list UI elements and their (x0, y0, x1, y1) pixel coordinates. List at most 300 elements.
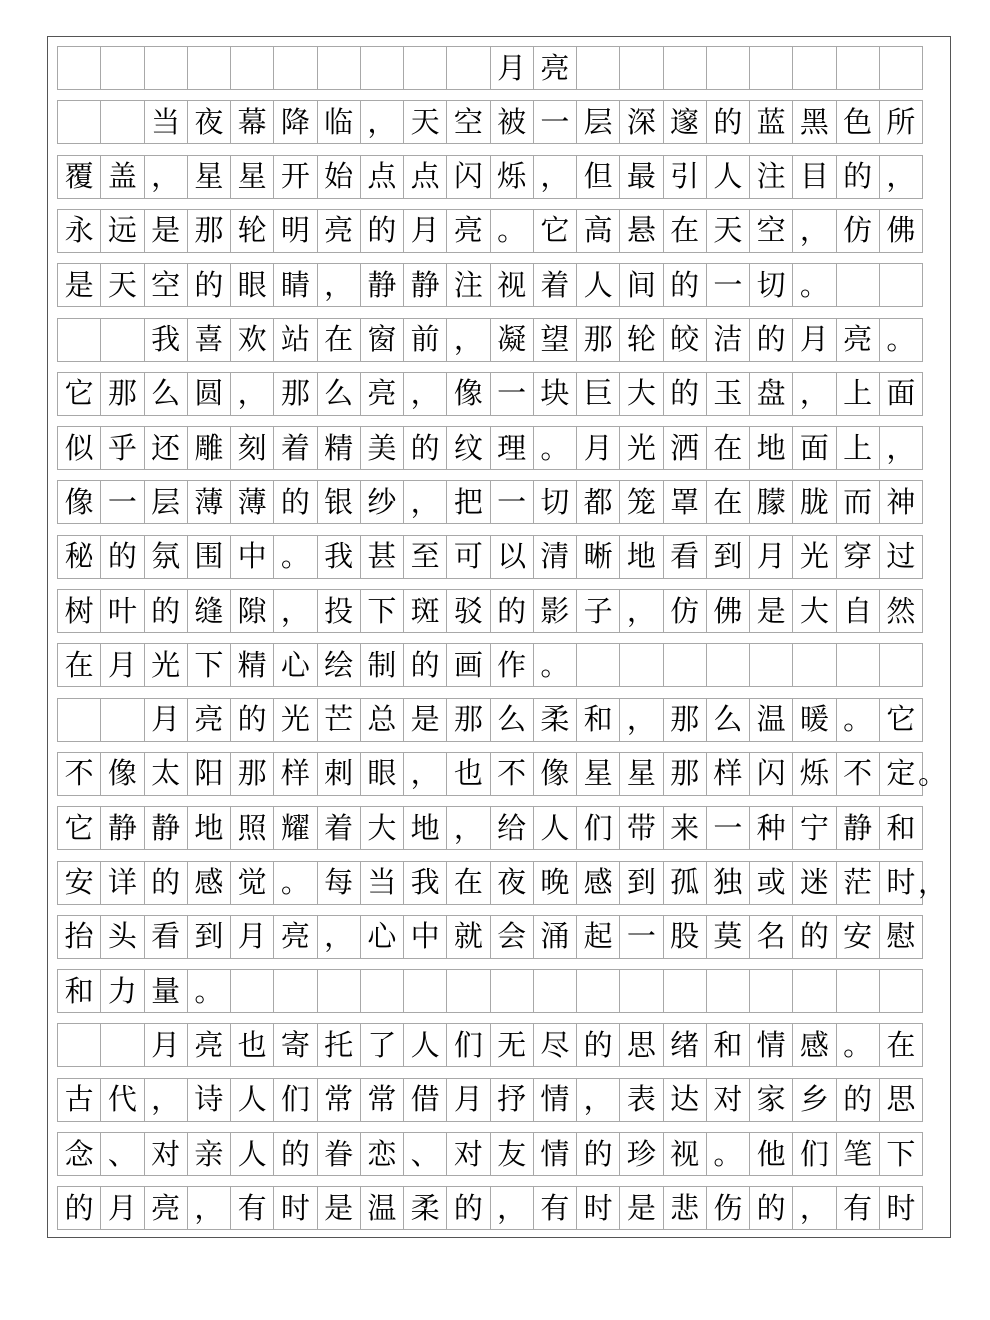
grid-cell: 看 (144, 915, 188, 959)
grid-cell: 站 (273, 318, 317, 362)
grid-cell: 色 (836, 100, 880, 144)
grid-cell: 在 (317, 318, 361, 362)
grid-cell: 星 (619, 752, 663, 796)
grid-cell: 。 (836, 1023, 880, 1067)
grid-cell: 样 (273, 752, 317, 796)
grid-cell: ， (792, 372, 836, 416)
grid-cell: 对 (446, 1132, 490, 1176)
grid-cell: 欢 (230, 318, 274, 362)
grid-cell: 黑 (792, 100, 836, 144)
grid-cell: 心 (273, 643, 317, 687)
grid-cell: 耀 (273, 806, 317, 850)
grid-cell (663, 643, 707, 687)
grid-cell: 迷 (792, 861, 836, 905)
grid-cell: 地 (187, 806, 231, 850)
grid-cell: 制 (360, 643, 404, 687)
grid-cell: 么 (144, 372, 188, 416)
grid-cell: 画 (446, 643, 490, 687)
grid-cell: 是 (144, 209, 188, 253)
grid-cell: 朦 (749, 480, 793, 524)
grid-cell: 巨 (576, 372, 620, 416)
grid-cell (490, 969, 534, 1013)
grid-cell: 影 (533, 589, 577, 633)
grid-cell: 亮 (533, 46, 577, 90)
grid-cell: 深 (619, 100, 663, 144)
grid-cell: 安 (57, 861, 101, 905)
grid-cell: 的 (100, 535, 144, 579)
grid-cell: 像 (446, 372, 490, 416)
grid-cell (749, 969, 793, 1013)
grid-cell: ， (879, 155, 923, 199)
grid-cell: 那 (230, 752, 274, 796)
grid-cell: 那 (663, 698, 707, 742)
grid-cell: 烁 (792, 752, 836, 796)
grid-cell: 上 (836, 426, 880, 470)
grid-cell: 空 (446, 100, 490, 144)
grid-cell: 慰 (879, 915, 923, 959)
grid-cell: 至 (403, 535, 447, 579)
grid-cell: 它 (533, 209, 577, 253)
grid-cell: 甚 (360, 535, 404, 579)
grid-cell: 乎 (100, 426, 144, 470)
text-row (57, 100, 942, 144)
grid-cell (403, 46, 447, 90)
grid-cell: 那 (446, 698, 490, 742)
grid-cell: 的 (403, 643, 447, 687)
grid-cell: 恋 (360, 1132, 404, 1176)
grid-cell: 月 (446, 1078, 490, 1122)
grid-cell: 悲 (663, 1186, 707, 1230)
grid-cell: 尽 (533, 1023, 577, 1067)
grid-cell: 人 (230, 1078, 274, 1122)
grid-cell: 绘 (317, 643, 361, 687)
grid-cell: 盘 (749, 372, 793, 416)
grid-cell: 笼 (619, 480, 663, 524)
overflow-punctuation: 。 (918, 756, 948, 791)
grid-cell: 也 (230, 1023, 274, 1067)
grid-cell: 穿 (836, 535, 880, 579)
grid-cell (533, 969, 577, 1013)
grid-cell: 秘 (57, 535, 101, 579)
grid-cell: 晰 (576, 535, 620, 579)
grid-cell (879, 969, 923, 1013)
grid-cell (619, 46, 663, 90)
grid-cell: 银 (317, 480, 361, 524)
grid-cell (663, 46, 707, 90)
grid-cell: 而 (836, 480, 880, 524)
grid-cell: 皎 (663, 318, 707, 362)
grid-cell: 的 (663, 372, 707, 416)
grid-cell: 的 (230, 698, 274, 742)
grid-cell (57, 318, 101, 362)
grid-cell: 纱 (360, 480, 404, 524)
grid-cell (836, 46, 880, 90)
grid-cell: 的 (836, 1078, 880, 1122)
grid-cell (317, 969, 361, 1013)
grid-cell: 来 (663, 806, 707, 850)
grid-cell: 月 (230, 915, 274, 959)
grid-cell: 星 (187, 155, 231, 199)
grid-cell: 闪 (446, 155, 490, 199)
grid-cell: 。 (533, 643, 577, 687)
grid-cell: 给 (490, 806, 534, 850)
text-row (57, 806, 942, 850)
grid-cell: 一 (706, 263, 750, 307)
grid-cell: 定 。 (879, 752, 923, 796)
grid-cell: 的 (57, 1186, 101, 1230)
grid-cell: 天 (706, 209, 750, 253)
grid-cell: 眼 (230, 263, 274, 307)
grid-cell: 薄 (230, 480, 274, 524)
grid-cell: 亮 (187, 1023, 231, 1067)
grid-cell: 时 (576, 1186, 620, 1230)
grid-cell: 一 (533, 100, 577, 144)
grid-cell: 。 (879, 318, 923, 362)
grid-cell: 们 (792, 1132, 836, 1176)
grid-cell: ， (533, 155, 577, 199)
grid-cell: 的 (144, 861, 188, 905)
grid-cell: 的 (836, 155, 880, 199)
grid-cell: 或 (749, 861, 793, 905)
grid-cell: 眷 (317, 1132, 361, 1176)
grid-cell: 凝 (490, 318, 534, 362)
grid-cell (792, 46, 836, 90)
grid-cell: 作 (490, 643, 534, 687)
grid-cell: 有 (230, 1186, 274, 1230)
grid-cell: 星 (230, 155, 274, 199)
grid-cell: 一 (100, 480, 144, 524)
grid-cell: 轮 (230, 209, 274, 253)
grid-cell: 思 (619, 1023, 663, 1067)
grid-cell: 独 (706, 861, 750, 905)
grid-cell (446, 969, 490, 1013)
grid-cell: 阳 (187, 752, 231, 796)
grid-cell (403, 969, 447, 1013)
grid-cell: 看 (663, 535, 707, 579)
grid-cell: 子 (576, 589, 620, 633)
grid-cell: 起 (576, 915, 620, 959)
grid-cell: 层 (576, 100, 620, 144)
text-row (57, 752, 948, 796)
grid-cell: 睛 (273, 263, 317, 307)
grid-cell: 也 (446, 752, 490, 796)
grid-cell: 。 (533, 426, 577, 470)
grid-cell (619, 969, 663, 1013)
grid-cell: ， (792, 1186, 836, 1230)
grid-cell: ， (144, 155, 188, 199)
grid-cell: 投 (317, 589, 361, 633)
grid-cell: 罩 (663, 480, 707, 524)
grid-cell (187, 46, 231, 90)
grid-cell: 抒 (490, 1078, 534, 1122)
grid-cell: 那 (663, 752, 707, 796)
grid-cell: 觉 (230, 861, 274, 905)
grid-cell: 亮 (317, 209, 361, 253)
grid-cell (879, 263, 923, 307)
grid-cell: 友 (490, 1132, 534, 1176)
grid-cell: 是 (403, 698, 447, 742)
grid-cell (706, 969, 750, 1013)
grid-cell: 天 (100, 263, 144, 307)
grid-cell: ， (317, 915, 361, 959)
grid-cell: 下 (879, 1132, 923, 1176)
grid-cell (836, 969, 880, 1013)
grid-cell: 空 (144, 263, 188, 307)
grid-cell: ， (403, 752, 447, 796)
grid-cell: 念 (57, 1132, 101, 1176)
grid-cell: 理 (490, 426, 534, 470)
grid-cell: 感 (792, 1023, 836, 1067)
grid-cell (144, 46, 188, 90)
grid-cell: 诗 (187, 1078, 231, 1122)
text-row (57, 318, 942, 362)
grid-cell: ， (490, 1186, 534, 1230)
grid-cell: 的 (360, 209, 404, 253)
grid-cell (749, 46, 793, 90)
grid-cell: 感 (576, 861, 620, 905)
grid-cell: 夜 (490, 861, 534, 905)
grid-cell: 氛 (144, 535, 188, 579)
grid-cell: 闪 (749, 752, 793, 796)
grid-cell (836, 263, 880, 307)
grid-cell: 温 (749, 698, 793, 742)
grid-cell (100, 1023, 144, 1067)
grid-cell: 就 (446, 915, 490, 959)
grid-cell: 一 (706, 806, 750, 850)
grid-cell: 仿 (663, 589, 707, 633)
grid-cell: 思 (879, 1078, 923, 1122)
grid-cell: 名 (749, 915, 793, 959)
grid-cell: 孤 (663, 861, 707, 905)
grid-cell: 在 (663, 209, 707, 253)
grid-cell: 亮 (144, 1186, 188, 1230)
grid-cell: 他 (749, 1132, 793, 1176)
grid-cell: 照 (230, 806, 274, 850)
grid-cell: 它 (57, 372, 101, 416)
grid-cell: 芒 (317, 698, 361, 742)
grid-cell (706, 46, 750, 90)
grid-cell: 精 (230, 643, 274, 687)
grid-cell: 星 (576, 752, 620, 796)
grid-cell: 那 (273, 372, 317, 416)
grid-cell: 静 (360, 263, 404, 307)
grid-cell: 人 (706, 155, 750, 199)
grid-cell: 但 (576, 155, 620, 199)
grid-cell: 间 (619, 263, 663, 307)
grid-cell: 。 (490, 209, 534, 253)
grid-cell: 清 (533, 535, 577, 579)
grid-cell: 的 (144, 589, 188, 633)
grid-cell (360, 46, 404, 90)
grid-cell: 情 (533, 1132, 577, 1176)
grid-cell: 常 (317, 1078, 361, 1122)
grid-cell: 一 (490, 372, 534, 416)
grid-cell: ， (403, 372, 447, 416)
grid-cell: 都 (576, 480, 620, 524)
grid-cell: 高 (576, 209, 620, 253)
grid-cell: 切 (749, 263, 793, 307)
grid-cell: 在 (706, 480, 750, 524)
grid-cell: ， (446, 318, 490, 362)
grid-cell (576, 46, 620, 90)
manuscript-sheet (47, 36, 951, 1238)
grid-cell: 前 (403, 318, 447, 362)
grid-cell: 地 (749, 426, 793, 470)
grid-cell: 围 (187, 535, 231, 579)
text-row (57, 426, 942, 470)
grid-cell: 视 (663, 1132, 707, 1176)
grid-cell: 纹 (446, 426, 490, 470)
grid-cell: 绪 (663, 1023, 707, 1067)
grid-cell: 夜 (187, 100, 231, 144)
text-row (57, 535, 942, 579)
grid-cell: 驳 (446, 589, 490, 633)
text-row (57, 1078, 942, 1122)
grid-cell: 下 (187, 643, 231, 687)
grid-cell: 详 (100, 861, 144, 905)
grid-cell: 。 (187, 969, 231, 1013)
text-row (57, 155, 942, 199)
grid-cell: 太 (144, 752, 188, 796)
grid-cell: 们 (273, 1078, 317, 1122)
grid-cell: 佛 (879, 209, 923, 253)
text-row (57, 969, 942, 1013)
grid-cell: 在 (57, 643, 101, 687)
grid-cell: 当 (144, 100, 188, 144)
grid-cell: 幕 (230, 100, 274, 144)
grid-cell: 过 (879, 535, 923, 579)
grid-cell: 目 (792, 155, 836, 199)
grid-cell (100, 100, 144, 144)
grid-cell (446, 46, 490, 90)
grid-cell: 晚 (533, 861, 577, 905)
grid-cell (706, 643, 750, 687)
grid-cell (57, 1023, 101, 1067)
grid-cell: 达 (663, 1078, 707, 1122)
grid-cell: 邃 (663, 100, 707, 144)
grid-cell: 覆 (57, 155, 101, 199)
grid-cell: ， (403, 480, 447, 524)
grid-cell: 切 (533, 480, 577, 524)
grid-cell: 叶 (100, 589, 144, 633)
grid-cell (57, 100, 101, 144)
grid-cell: 雕 (187, 426, 231, 470)
grid-cell (576, 643, 620, 687)
grid-cell: 在 (446, 861, 490, 905)
grid-cell: 表 (619, 1078, 663, 1122)
grid-cell: 精 (317, 426, 361, 470)
grid-cell: 视 (490, 263, 534, 307)
grid-cell: 。 (836, 698, 880, 742)
grid-cell: 窗 (360, 318, 404, 362)
grid-cell: 临 (317, 100, 361, 144)
grid-cell: 的 (706, 100, 750, 144)
grid-cell: 望 (533, 318, 577, 362)
grid-cell: 静 (100, 806, 144, 850)
grid-cell: 的 (792, 915, 836, 959)
grid-cell: 那 (576, 318, 620, 362)
grid-cell: 静 (144, 806, 188, 850)
grid-cell: 家 (749, 1078, 793, 1122)
title-row (57, 46, 942, 90)
grid-cell (57, 698, 101, 742)
grid-cell: 是 (619, 1186, 663, 1230)
grid-cell: 还 (144, 426, 188, 470)
grid-cell: 无 (490, 1023, 534, 1067)
grid-cell: 斑 (403, 589, 447, 633)
grid-cell: 情 (533, 1078, 577, 1122)
grid-cell: 光 (273, 698, 317, 742)
text-row (57, 861, 948, 905)
grid-cell: 人 (230, 1132, 274, 1176)
grid-cell: 美 (360, 426, 404, 470)
grid-cell: 的 (576, 1132, 620, 1176)
grid-cell: 那 (100, 372, 144, 416)
grid-cell: 么 (490, 698, 534, 742)
grid-cell: 伤 (706, 1186, 750, 1230)
grid-cell: 亮 (360, 372, 404, 416)
grid-cell: 托 (317, 1023, 361, 1067)
grid-cell (57, 46, 101, 90)
grid-cell: 以 (490, 535, 534, 579)
grid-cell: 亲 (187, 1132, 231, 1176)
grid-cell: 大 (360, 806, 404, 850)
grid-cell: 时 (879, 1186, 923, 1230)
grid-cell: 是 (317, 1186, 361, 1230)
grid-cell: 像 (100, 752, 144, 796)
grid-cell: 烁 (490, 155, 534, 199)
grid-cell: 树 (57, 589, 101, 633)
grid-cell: 对 (144, 1132, 188, 1176)
grid-cell: ， (144, 1078, 188, 1122)
grid-cell: 大 (792, 589, 836, 633)
grid-cell: 轮 (619, 318, 663, 362)
grid-cell: 点 (403, 155, 447, 199)
grid-cell: 远 (100, 209, 144, 253)
grid-cell: 对 (706, 1078, 750, 1122)
text-row (57, 1132, 942, 1176)
grid-cell: 光 (144, 643, 188, 687)
text-row (57, 589, 942, 633)
grid-cell: 点 (360, 155, 404, 199)
grid-cell: 和 (576, 698, 620, 742)
grid-cell: 它 (57, 806, 101, 850)
grid-cell: 月 (792, 318, 836, 362)
grid-cell: 月 (403, 209, 447, 253)
grid-cell: 的 (187, 263, 231, 307)
grid-cell: 乡 (792, 1078, 836, 1122)
grid-cell: 永 (57, 209, 101, 253)
grid-cell: 股 (663, 915, 707, 959)
grid-cell (360, 969, 404, 1013)
grid-cell: 有 (533, 1186, 577, 1230)
grid-cell: ， (619, 589, 663, 633)
grid-cell: 种 (749, 806, 793, 850)
grid-cell: 可 (446, 535, 490, 579)
grid-cell: 的 (576, 1023, 620, 1067)
grid-cell (749, 643, 793, 687)
grid-cell: 亮 (273, 915, 317, 959)
grid-cell: 和 (879, 806, 923, 850)
grid-cell: 感 (187, 861, 231, 905)
grid-cell: 引 (663, 155, 707, 199)
grid-cell (100, 318, 144, 362)
grid-cell: ， (360, 100, 404, 144)
grid-cell: 我 (403, 861, 447, 905)
grid-cell: 。 (273, 861, 317, 905)
grid-cell: 月 (490, 46, 534, 90)
grid-cell: 地 (619, 535, 663, 579)
